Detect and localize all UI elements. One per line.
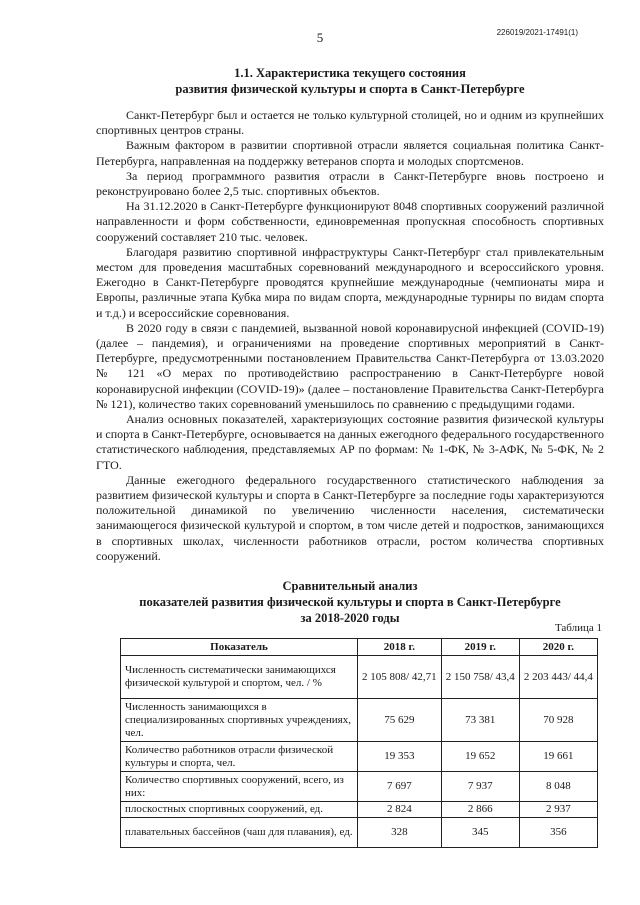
table-cell: 75 629 (358, 699, 442, 742)
column-header: 2020 г. (519, 639, 597, 656)
table-row (121, 818, 598, 848)
table-cell: 70 928 (519, 699, 597, 742)
table-row (121, 742, 598, 772)
table-cell: 356 (519, 818, 597, 848)
table-row (121, 656, 598, 699)
table-cell: 2 150 758/ 43,4 (441, 656, 519, 699)
body-text (96, 108, 604, 564)
table-title-line-2: показателей развития физической культуры и спорта в Санкт-Петербурге (139, 595, 561, 609)
table-cell: 73 381 (441, 699, 519, 742)
table-cell: 2 105 808/ 42,71 (358, 656, 442, 699)
paragraph: Анализ основных показателей, характеризующих состояние развития физической культуры и спорта в Санкт-Петербурге, основывается на данных ежегодного федерального государственного статистического наблюдения, представляемых АР по формам: № 1-ФК, № 3-АФК, № 5-ФК, № 2 ГТО. (96, 412, 604, 472)
table-cell: 7 937 (441, 772, 519, 802)
table-header-row (121, 639, 598, 656)
column-header: 2018 г. (358, 639, 442, 656)
table-cell: 8 048 (519, 772, 597, 802)
paragraph: Благодаря развитию спортивной инфраструктуры Санкт-Петербург стал привлекательным местом для проведения масштабных соревнований международного и всероссийского уровня. Ежегодно в Санкт-Петербурге проводятся крупнейшие международные (чемпионаты мира и Европы, различные этапа Кубка мира по видам спорта, международные турниры по видам спорта и т.д.) и всероссийские соревнования. (96, 244, 604, 320)
paragraph: Важным фактором в развитии спортивной отрасли является социальная политика Санкт-Петербурга, направленная на поддержку ветеранов спорта и молодых спортсменов. (96, 138, 604, 168)
table-cell: Количество спортивных сооружений, всего, из них: (121, 772, 358, 802)
table-cell: 19 652 (441, 742, 519, 772)
table-label: Таблица 1 (554, 622, 602, 634)
table-cell: 2 203 443/ 44,4 (519, 656, 597, 699)
paragraph: Данные ежегодного федерального государственного статистического наблюдения за развитием физической культуры и спорта в Санкт-Петербурге за последние годы характеризуются положительной динамикой по увеличению численности населения, систематически занимающегося физической культурой и спортом, в том числе детей и подростков, занимающихся в спортивных школах, численности работников отрасли, ростом количества спортивных сооружений. (96, 472, 604, 563)
table-title-line-3: за 2018-2020 годы (300, 611, 400, 625)
table-cell: Численность занимающихся в специализированных спортивных учреждениях, чел. (121, 699, 358, 742)
table-row (121, 802, 598, 818)
stats-table (120, 638, 598, 848)
table-cell: Количество работников отрасли физической культуры и спорта, чел. (121, 742, 358, 772)
table-cell: Численность систематически занимающихся физической культурой и спортом, чел. / % (121, 656, 358, 699)
table-cell: 19 661 (519, 742, 597, 772)
table-row (121, 772, 598, 802)
document-code: 226019/2021-17491(1) (496, 28, 578, 37)
table-cell: плоскостных спортивных сооружений, ед. (121, 802, 358, 818)
section-title (100, 65, 600, 97)
section-title-line-2: развития физической культуры и спорта в Санкт-Петербурге (175, 82, 525, 96)
paragraph: За период программного развития отрасли в Санкт-Петербурге вновь построено и реконструировано более 2,5 тыс. спортивных объектов. (96, 168, 604, 199)
table-title-line-1: Сравнительный анализ (282, 579, 418, 593)
table-cell: 328 (358, 818, 442, 848)
table-cell: плавательных бассейнов (чаш для плавания), ед. (121, 818, 358, 848)
column-header: 2019 г. (441, 639, 519, 656)
page-number: 5 (316, 30, 324, 45)
section-title-line-1: 1.1. Характеристика текущего состояния (234, 66, 466, 80)
table-cell: 7 697 (358, 772, 442, 802)
table-cell: 345 (441, 818, 519, 848)
table-cell: 2 937 (519, 802, 597, 818)
table-row (121, 699, 598, 742)
paragraph: На 31.12.2020 в Санкт-Петербурге функционируют 8048 спортивных сооружений различной направленности и форм собственности, единовременная пропускная способность спортивных сооружений составляет 210 тыс. человек. (96, 199, 604, 244)
paragraph: В 2020 году в связи с пандемией, вызванной новой коронавирусной инфекцией (COVID-19) (далее – пандемия), и ограничениями на проведение спортивных мероприятий в Санкт-Петербурге, предусмотренными постановлением Правительства Санкт-Петербурга от 13.03.2020 № 121 «О мерах по противодействию распространению в Санкт-Петербурге новой коронавирусной инфекции (COVID-19)» (далее – постановление Правительства Санкт-Петербурга № 121), количество таких соревнований уменьшилось по сравнению с предыдущими годами. (96, 320, 604, 411)
paragraph: Санкт-Петербург был и остается не только культурной столицей, но и одним из крупнейших спортивных центров страны. (96, 108, 604, 138)
table-cell: 19 353 (358, 742, 442, 772)
table-cell: 2 824 (358, 802, 442, 818)
column-header: Показатель (121, 639, 358, 656)
table-title (96, 578, 604, 626)
table-cell: 2 866 (441, 802, 519, 818)
